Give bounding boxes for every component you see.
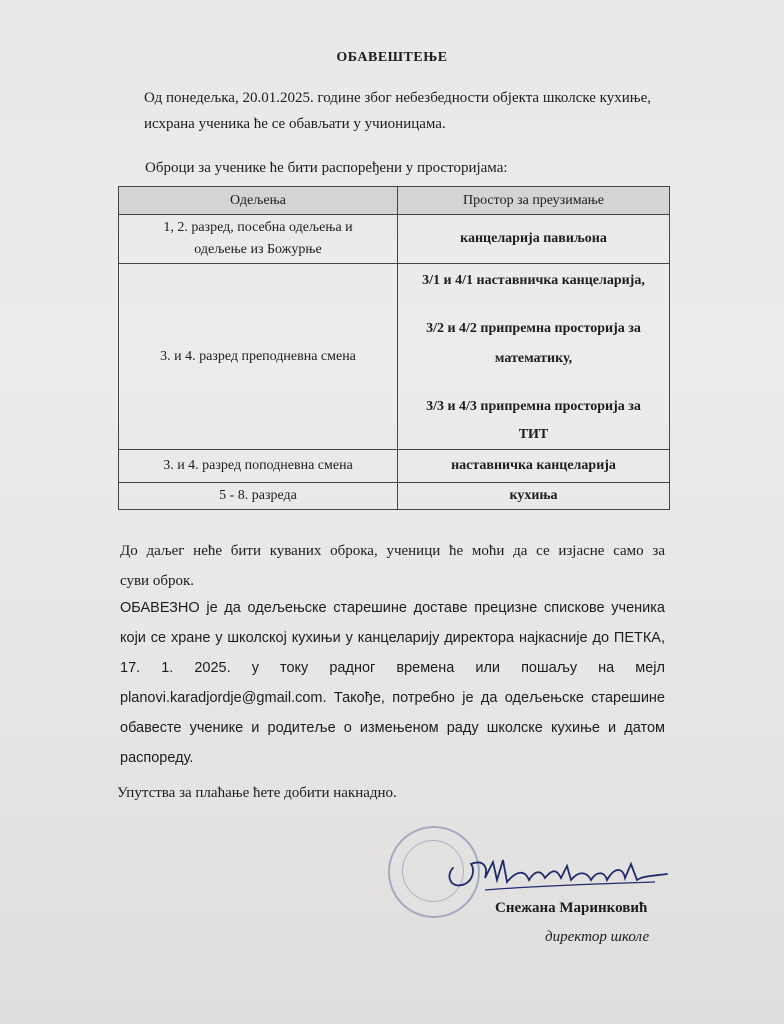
header-classes: Одељења: [119, 187, 398, 215]
paragraph-line: који се хране у школској кухињи у канцеларију директора најкасније до ПЕТКА,: [120, 630, 665, 646]
table-row: [119, 450, 670, 483]
cell-line: 1, 2. разред, посебна одељења и: [163, 220, 353, 235]
space-cell: [398, 215, 670, 264]
handwritten-signature: [445, 840, 670, 902]
signer-name: Снежана Маринковић: [495, 900, 648, 916]
cell-line: канцеларија павиљона: [460, 231, 607, 246]
paragraph-line: 17. 1. 2025. у току радног времена или пошаљу на мејл: [120, 660, 665, 676]
meal-locations-table: [118, 186, 670, 510]
table-row: [119, 483, 670, 510]
cell-line: одељење из Божурње: [194, 242, 322, 257]
cell-line: ТИТ: [518, 427, 549, 442]
cell-line: 3/2 и 4/2 припремна просторија за: [426, 321, 641, 336]
paragraph-mandatory-lists: [120, 593, 665, 773]
paragraph-line: обавесте ученике и родитеље о измењеном раду школске кухиње и датом: [120, 720, 665, 736]
meals-intro: Оброци за ученике ће бити распоређени у просторијама:: [145, 160, 508, 176]
paragraph-no-cooked-meals: [120, 536, 665, 596]
cell-line: 3/3 и 4/3 припремна просторија за: [426, 399, 641, 414]
class-cell: [119, 264, 398, 450]
class-cell: 5 - 8. разреда: [119, 483, 398, 510]
paragraph-line: суви оброк.: [120, 573, 194, 589]
space-cell: наставничка канцеларија: [398, 450, 670, 483]
paragraph-line: распореду.: [120, 750, 194, 766]
cell-line: 3. и 4. разред преподневна смена: [160, 348, 356, 364]
table-header-row: [119, 187, 670, 215]
table-row: [119, 215, 670, 264]
class-cell: 3. и 4. разред поподневна смена: [119, 450, 398, 483]
document-title: ОБАВЕШТЕЊЕ: [336, 50, 448, 65]
table-row: [119, 264, 670, 450]
intro-paragraph: [144, 85, 651, 137]
intro-line: Од понедељка, 20.01.2025. године због небезбедности објекта школске кухиње,: [144, 90, 652, 106]
cell-line: математику,: [494, 351, 573, 366]
cell-line: 3/1 и 4/1 наставничка канцеларија,: [422, 273, 645, 288]
signer-role: директор школе: [545, 929, 650, 945]
intro-line: исхрана ученика ће се обављати у учионицама.: [144, 116, 446, 132]
space-cell: кухиња: [398, 483, 670, 510]
email-line: planovi.karadjordje@gmail.com. Такође, потребно је да одељењске старешине: [120, 690, 665, 706]
payment-instructions: Упутства за плаћање ћете добити накнадно.: [117, 785, 397, 801]
class-cell: [119, 215, 398, 264]
paragraph-line: ОБАВЕЗНО је да одељењске старешине доставе прецизне спискове ученика: [120, 600, 665, 616]
header-space: Простор за преузимање: [398, 187, 670, 215]
space-cell: [398, 264, 670, 450]
paragraph-line: До даљег неће бити куваних оброка, ученици ће моћи да се изјасне само за: [120, 543, 665, 559]
